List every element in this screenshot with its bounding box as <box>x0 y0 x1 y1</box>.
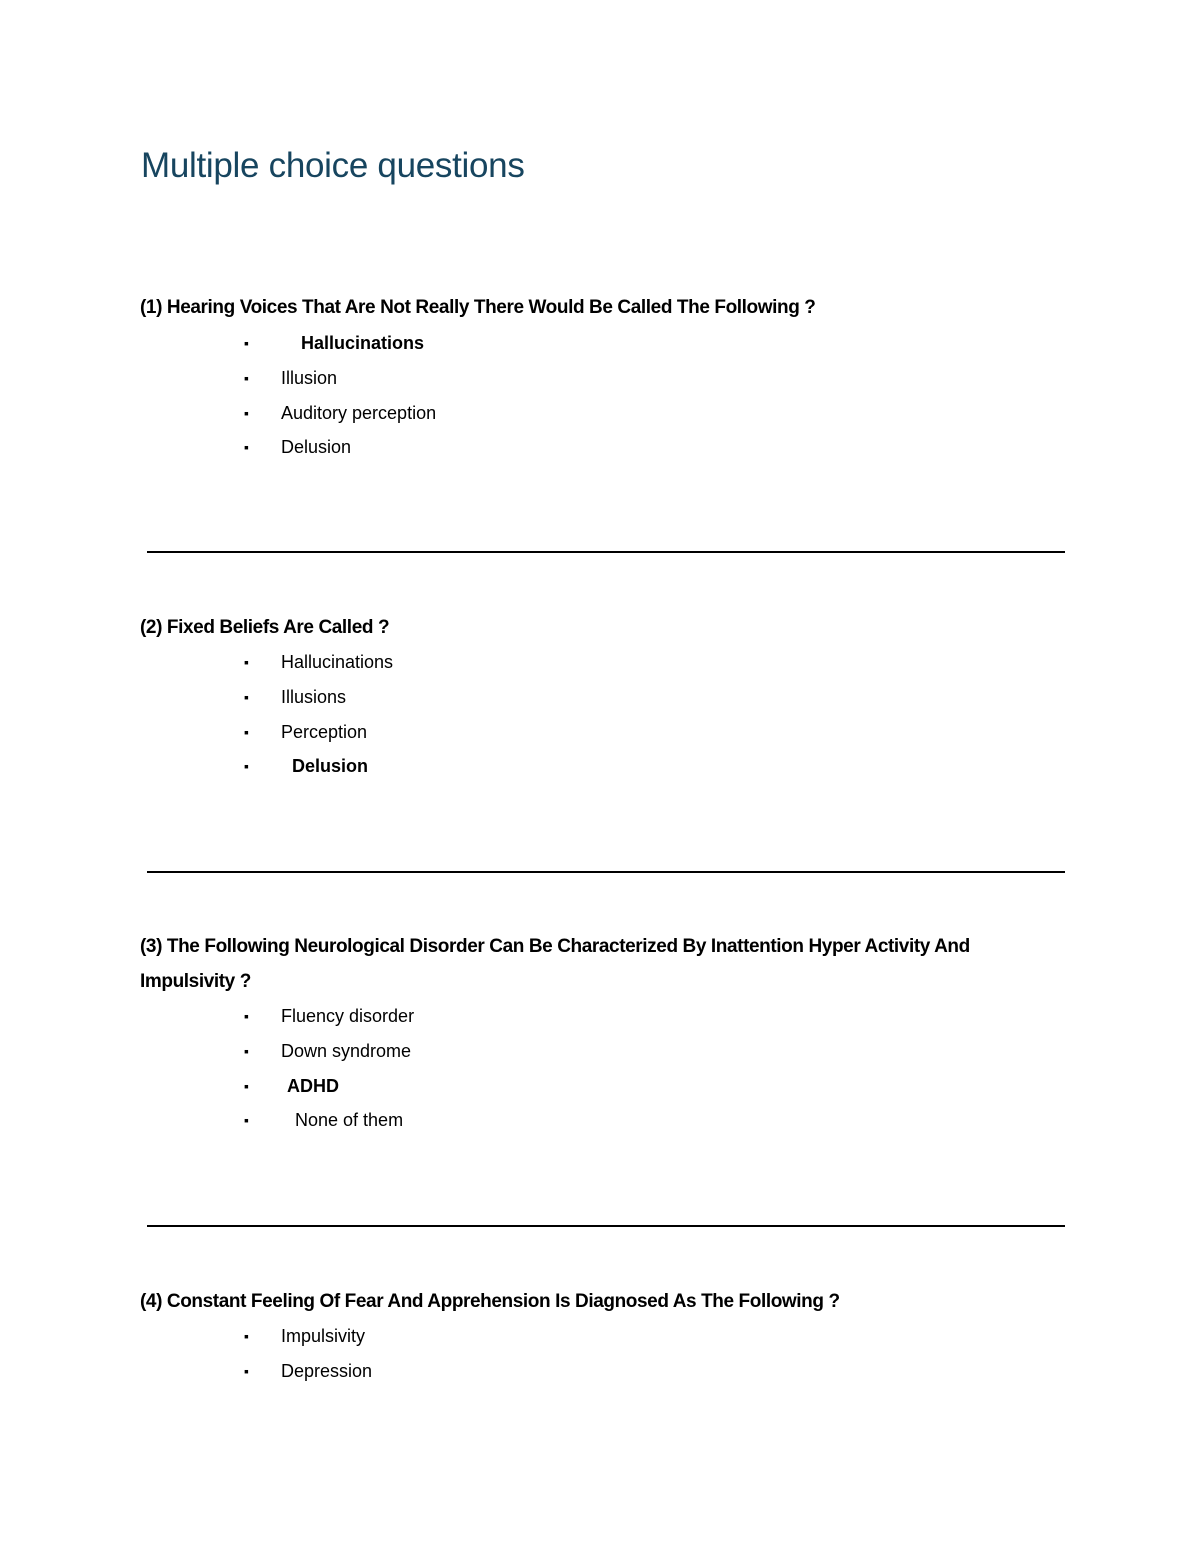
page-title: Multiple choice questions <box>141 146 525 185</box>
bullet-icon: ▪ <box>244 723 249 740</box>
bullet-icon: ▪ <box>244 439 249 456</box>
bullet-icon: ▪ <box>244 688 249 705</box>
section-divider <box>147 551 1065 553</box>
bullet-icon: ▪ <box>244 1328 249 1344</box>
bullet-icon: ▪ <box>244 758 249 775</box>
question-2: (2) Fixed Beliefs Are Called ? <box>140 617 390 638</box>
bullet-icon: ▪ <box>244 1362 249 1379</box>
question-3: (3) The Following Neurological Disorder Can Be Characterized By Inattention Hyper Activity And Impulsivity ? <box>140 936 970 992</box>
bullet-icon: ▪ <box>244 1042 249 1059</box>
bullet-icon: ▪ <box>244 404 249 421</box>
bullet-icon: ▪ <box>244 1112 249 1129</box>
question-4: (4) Constant Feeling Of Fear And Apprehension Is Diagnosed As The Following ? <box>140 1291 840 1312</box>
bullet-icon: ▪ <box>244 1077 249 1094</box>
bullet-icon: ▪ <box>244 369 249 386</box>
section-divider <box>147 1225 1065 1227</box>
question-1: (1) Hearing Voices That Are Not Really There Would Be Called The Following ? <box>140 297 816 318</box>
bullet-icon: ▪ <box>244 1008 249 1024</box>
bullet-icon: ▪ <box>244 335 249 351</box>
document-page: Multiple choice questions (1) Hearing Voices That Are Not Really There Would Be Called The Following ? ▪ Hallucinations ▪ Illusion ▪ Auditory perception ▪ Delusion (2) Fixed Beliefs Are Called ? ▪ Hallucinations ▪ Illusions ▪ Perception ▪ Delusion (3) The Following Neurological Disorder Can Be Characterized By Inattention Hyper Activity And Impulsivity ? ▪ Fluency disorder ▪ Down syndrome ▪ ADHD ▪ None of them (4) Constant Feeling Of Fear And Apprehension Is Diagnosed As The Following ? ▪ Impulsivity ▪ Depression <box>0 0 1200 1553</box>
section-divider <box>147 871 1065 873</box>
bullet-icon: ▪ <box>244 654 249 670</box>
